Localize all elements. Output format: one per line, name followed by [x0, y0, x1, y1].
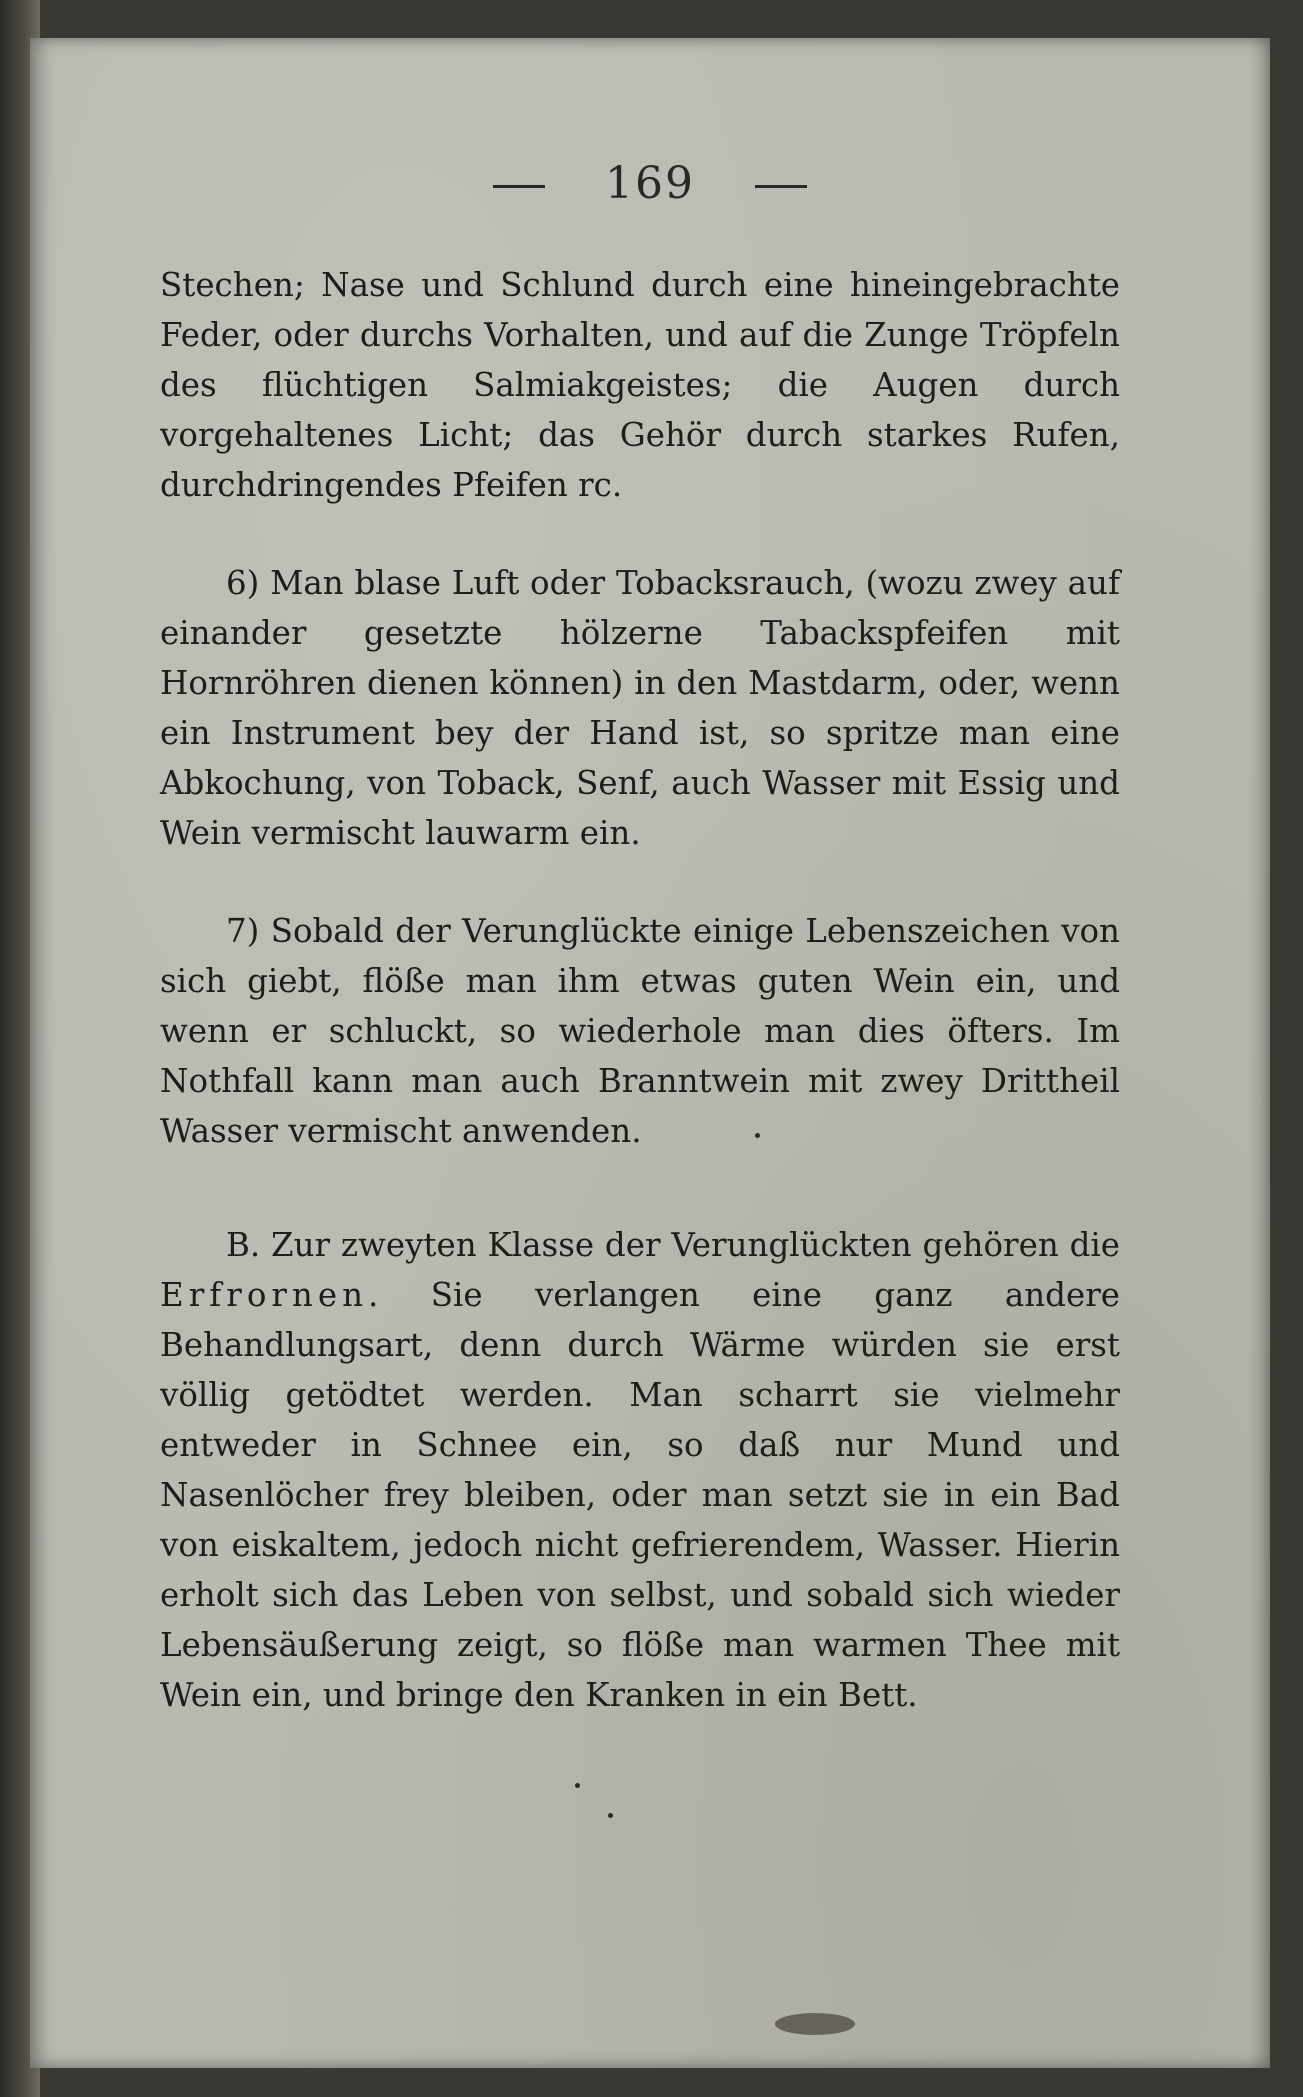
page-header — [30, 158, 1270, 209]
book-page — [30, 38, 1270, 2068]
paragraph-text: Stechen; Nase und Schlund durch eine hineingebrachte Feder, oder durchs Vorhalten, und auf die Zunge Tröpfeln des flüchtigen Salmiakgeistes; die Augen durch vorgehaltenes Licht; das Gehör durch starkes Rufen, durchdringendes Pfeifen rc. — [160, 266, 1120, 504]
paragraph-text: 6) Man blase Luft oder Tobacksrauch, (wozu zwey auf einander gesetzte hölzerne Tabackspfeifen mit Hornröhren dienen können) in den Mastdarm, oder, wenn ein Instrument bey der Hand ist, so spritze man eine Abkochung, von Toback, Senf, auch Wasser mit Essig und Wein vermischt lauwarm ein. — [160, 564, 1120, 852]
paragraph-section-b — [160, 1220, 1120, 1720]
page-edge-shadow — [1248, 38, 1270, 2068]
ink-speck — [575, 1783, 580, 1788]
ink-stain — [775, 2013, 855, 2035]
paragraph-text-rest: . Sie verlangen eine ganz andere Behandlungsart, denn durch Wärme würden sie erst völlig getödtet werden. Man scharrt sie vielmehr entweder in Schnee ein, so daß nur Mund und Nasenlöcher frey bleiben, oder man setzt sie in ein Bad von eiskaltem, jedoch nicht gefrierendem, Wasser. Hierin erholt sich das Leben von selbst, und sobald sich wieder Lebensäußerung zeigt, so flöße man warmen Thee mit Wein ein, und bringe den Kranken in ein Bett. — [160, 1276, 1120, 1714]
paragraph-text: 7) Sobald der Verunglückte einige Lebenszeichen von sich giebt, flöße man ihm etwas guten Wein ein, und wenn er schluckt, so wiederhole man dies öfters. Im Nothfall kann man auch Branntwein mit zwey Drittheil Wasser vermischt anwenden. — [160, 912, 1120, 1150]
paragraph-continuation — [160, 260, 1120, 510]
header-dash-left — [493, 185, 545, 188]
header-dash-right — [755, 185, 807, 188]
ink-speck — [608, 1813, 613, 1818]
emphasized-term: Erfrornen — [160, 1276, 369, 1314]
paragraph-item-6 — [160, 558, 1120, 858]
page-number: 169 — [605, 158, 695, 209]
paragraph-text — [160, 1220, 1120, 1720]
ink-speck — [755, 1133, 760, 1138]
paragraph-item-7 — [160, 906, 1120, 1156]
paragraph-text-start: B. Zur zweyten Klasse der Verunglückten gehören die — [226, 1226, 1120, 1264]
